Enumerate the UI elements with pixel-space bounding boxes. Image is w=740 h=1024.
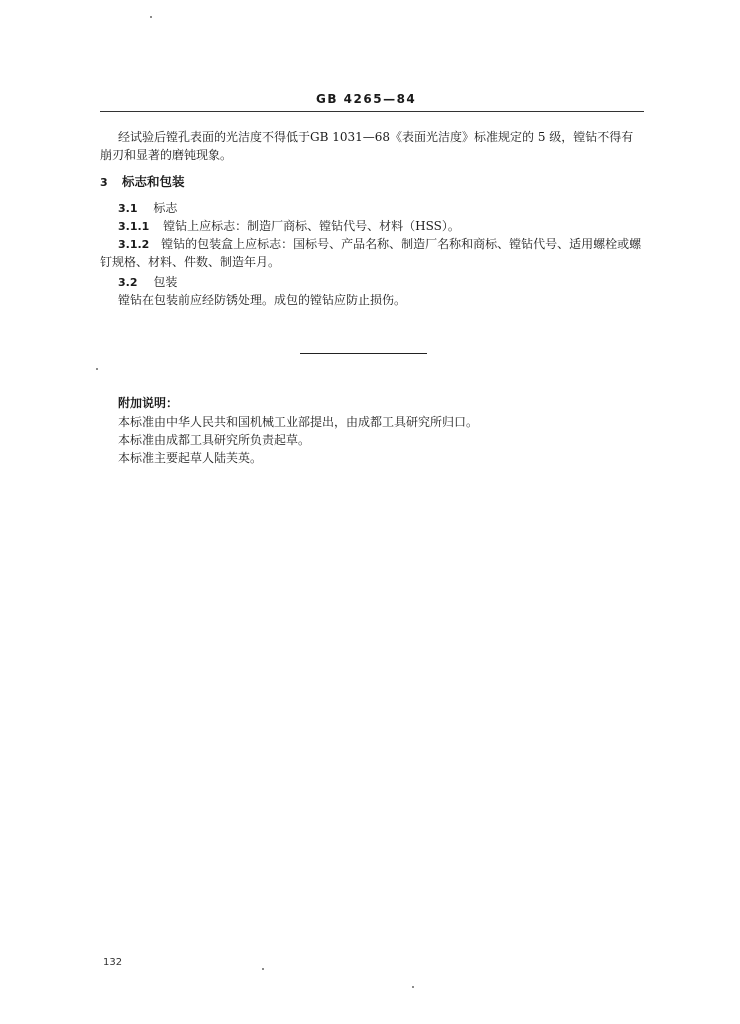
clause-3-1-2-text: 镗钻的包装盒上应标志：国标号、产品名称、制造厂名称和商标、镗钻代号、适用螺栓或螺	[161, 237, 642, 251]
clause-3-1-2-line-2: 钉规格、材料、件数、制造年月。	[100, 255, 281, 269]
scan-speck	[412, 986, 414, 988]
section-3-1-heading	[118, 199, 177, 218]
section-3-2-title: 包装	[153, 275, 178, 289]
section-3-2-number: 3.2	[118, 276, 138, 289]
scan-speck	[96, 368, 98, 370]
section-3-title: 标志和包装	[122, 174, 185, 189]
clause-3-1-1-text: 镗钻上应标志：制造厂商标、镗钻代号、材料（HSS）。	[163, 219, 460, 233]
intro-line-2: 崩刃和显著的磨钝现象。	[100, 148, 233, 162]
appendix-title: 附加说明：	[118, 396, 179, 410]
clause-3-1-2-number: 3.1.2	[118, 238, 150, 251]
header-rule	[100, 111, 644, 112]
appendix-line-3: 本标准主要起草人陆芙英。	[118, 451, 263, 465]
scan-speck	[150, 16, 152, 18]
clause-3-1-2-line-1	[118, 235, 641, 254]
section-3-2-heading	[118, 273, 177, 292]
clause-3-1-1-number: 3.1.1	[118, 220, 150, 233]
section-3-number: 3	[100, 176, 108, 189]
end-separator-line	[300, 353, 427, 354]
appendix-line-2: 本标准由成都工具研究所负责起草。	[118, 433, 311, 447]
intro-line-1: 经试验后镗孔表面的光洁度不得低于GB 1031—68《表面光洁度》标准规定的 5 级，镗钻不得有	[118, 130, 634, 144]
section-3-2-text: 镗钻在包装前应经防锈处理。成包的镗钻应防止损伤。	[118, 293, 407, 307]
clause-3-1-1	[118, 217, 460, 236]
appendix-line-1: 本标准由中华人民共和国机械工业部提出，由成都工具研究所归口。	[118, 415, 479, 429]
section-3-heading	[100, 172, 185, 190]
section-3-1-number: 3.1	[118, 202, 138, 215]
section-3-1-title: 标志	[153, 201, 178, 215]
standard-code-header: GB 4265—84	[316, 92, 417, 106]
page-number: 132	[103, 957, 123, 968]
scan-speck	[262, 968, 264, 970]
